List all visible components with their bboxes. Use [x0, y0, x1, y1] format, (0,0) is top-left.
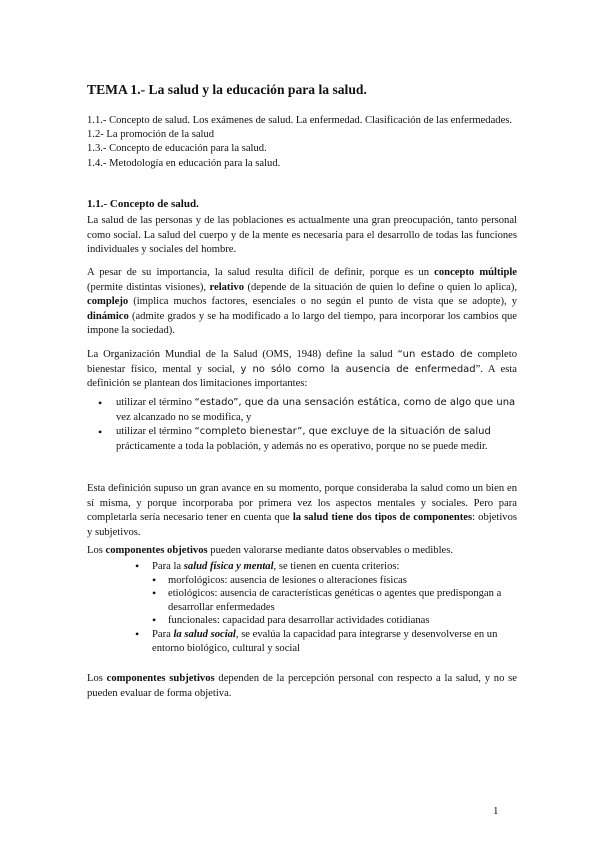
page-number: 1: [493, 805, 499, 817]
toc-item: 1.1.- Concepto de salud. Los exámenes de salud. La enfermedad. Clasificación de las enfermedades.: [87, 115, 513, 126]
criteria-list: [152, 574, 517, 628]
list-item: • morfológicos: ausencia de lesiones o alteraciones físicas: [152, 574, 517, 588]
list-item: • funcionales: capacidad para desarrollar actividades cotidianas: [152, 614, 517, 628]
list-item: • Para la salud social, se evalúa la capacidad para integrarse y desenvolverse en un entorno biológico, cultural y social: [87, 628, 517, 655]
list-item: • Para la salud física y mental, se tienen en cuenta criterios: • morfológicos: ausencia de lesiones o alteraciones físicas • etiológicos: ausencia de características genéticas o agentes que predispongan a desarrollar enfermedades • funcionales: capacidad para desarrollar actividades cotidianas: [87, 560, 517, 628]
paragraph-definition-difficulty: A pesar de su importancia, la salud resulta difícil de definir, porque es un concepto múltiple (permite distintas visiones), relativo (depende de la situación de quien lo define o quien lo aplica), complejo (implica muchos factores, esenciales o no según el punto de vista que se adopte), y dinámico (admite grados y se ha modificado a lo largo del tiempo, para incorporar los cambios que impone la sociedad).: [87, 267, 518, 337]
document-title: TEMA 1.- La salud y la educación para la salud.: [87, 82, 367, 97]
paragraph-oms-definition: La Organización Mundial de la Salud (OMS, 1948) define la salud “un estado de completo bienestar físico, mental y social, y no sólo como la ausencia de enfermedad”. A esta definición se plantean dos limitaciones importantes:: [87, 349, 517, 390]
toc-item: 1.2- La promoción de la salud: [87, 129, 215, 141]
list-item: • utilizar el término “estado”, que da una sensación estática, como de algo que una vez alcanzado no se modifica, y: [87, 396, 517, 425]
limitations-list: [87, 396, 517, 454]
toc-item: 1.3.- Concepto de educación para la salud.: [87, 143, 267, 155]
section-heading: 1.1.- Concepto de salud.: [87, 198, 199, 210]
list-item: • etiológicos: ausencia de características genéticas o agentes que predispongan a desarrollar enfermedades: [152, 587, 517, 614]
paragraph-objective-components: Los componentes objetivos pueden valorarse mediante datos observables o medibles.: [87, 545, 453, 556]
objective-components-list: [87, 560, 517, 655]
list-item: • utilizar el término “completo bienestar”, que excluye de la situación de salud prácticamente a toda la población, y además no es operativo, porque no se puede medir.: [87, 425, 517, 454]
toc-item: 1.4.- Metodología en educación para la salud.: [87, 157, 281, 169]
paragraph-intro: La salud de las personas y de las poblaciones es actualmente una gran preocupación, tanto personal como social. La salud del cuerpo y de la mente es necesaria para el desarrollo de todas las funciones individuales y sociales del hombre.: [87, 215, 517, 256]
table-of-contents: [87, 114, 517, 171]
paragraph-components: Esta definición supuso un gran avance en su momento, porque consideraba la salud como un bien en sí misma, y porque incorporaba por primera vez los aspectos mentales y sociales. Pero para completarla sería necesario tener en cuenta que la salud tiene dos tipos de componentes: objetivos y subjetivos.: [87, 483, 517, 538]
paragraph-subjective-components: Los componentes subjetivos dependen de la percepción personal con respecto a la salud, y no se pueden evaluar de forma objetiva.: [87, 673, 517, 699]
